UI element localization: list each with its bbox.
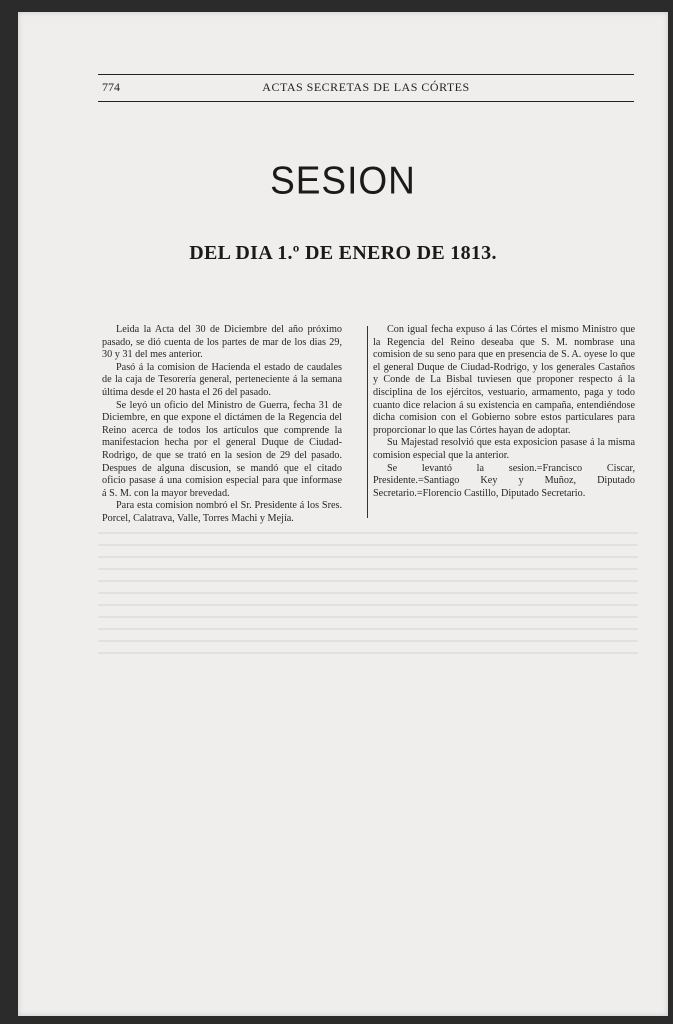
paragraph: Con igual fecha expuso á las Córtes el mismo Ministro que la Regencia del Reino deseaba que S. M. nombrase una comision de su seno para que en presencia de S. A. oyese lo que el general Duque de Ciudad-Rodrigo, y los generales Castaños y Conde de La Bisbal tuviesen que proponer respecto á la disciplina de los ejércitos, vestuario, armamento, paga y todo cuanto dice relacion á su existencia en campaña, entendiéndose dicha comision con el Gobierno sobre estos particulares para proporcionar lo que las Córtes hayan de adoptar.	[373, 324, 635, 436]
paragraph: Pasó á la comision de Hacienda el estado de caudales de la caja de Tesorería general, perteneciente á la semana última desde el 20 hasta el 26 del pasado.	[102, 361, 342, 398]
document-page	[18, 12, 668, 1016]
bleed-through-texture	[98, 532, 638, 662]
paragraph: Se levantó la sesion.=Francisco Ciscar, Presidente.=Santiago Key y Muñoz, Diputado Secretario.=Florencio Castillo, Diputado Secretario.	[373, 462, 635, 499]
session-title: SESION	[270, 158, 416, 202]
page-number: 774	[102, 80, 120, 94]
running-title: ACTAS SECRETAS DE LAS CÓRTES	[262, 80, 470, 94]
paragraph: Su Majestad resolvió que esta exposicion pasase á la misma comision especial que la anterior.	[373, 437, 635, 461]
paragraph: Se leyó un oficio del Ministro de Guerra, fecha 31 de Diciembre, en que expone el dictámen de la Regencia del Reino acerca de todos los artículos que comprende la manifestacion hecha por el general Duque de Ciudad-Rodrigo, de que se trató en la sesion de 29 del pasado. Despues de alguna discusion, se mandó que el citado oficio pasase á una comision especial para que informase á S. M. con la mayor brevedad.	[102, 399, 342, 499]
session-date: DEL DIA 1.º DE ENERO DE 1813.	[189, 242, 497, 264]
paragraph: Para esta comision nombró el Sr. Presidente á los Sres. Porcel, Calatrava, Valle, Torres Machi y Mejía.	[102, 500, 342, 524]
running-header	[98, 74, 634, 102]
column-divider	[367, 326, 368, 518]
left-column	[102, 324, 342, 526]
paragraph: Leida la Acta del 30 de Diciembre del año próximo pasado, se dió cuenta de los partes de mar de los dias 29, 30 y 31 del mes anterior.	[102, 324, 342, 361]
right-column	[373, 324, 635, 500]
